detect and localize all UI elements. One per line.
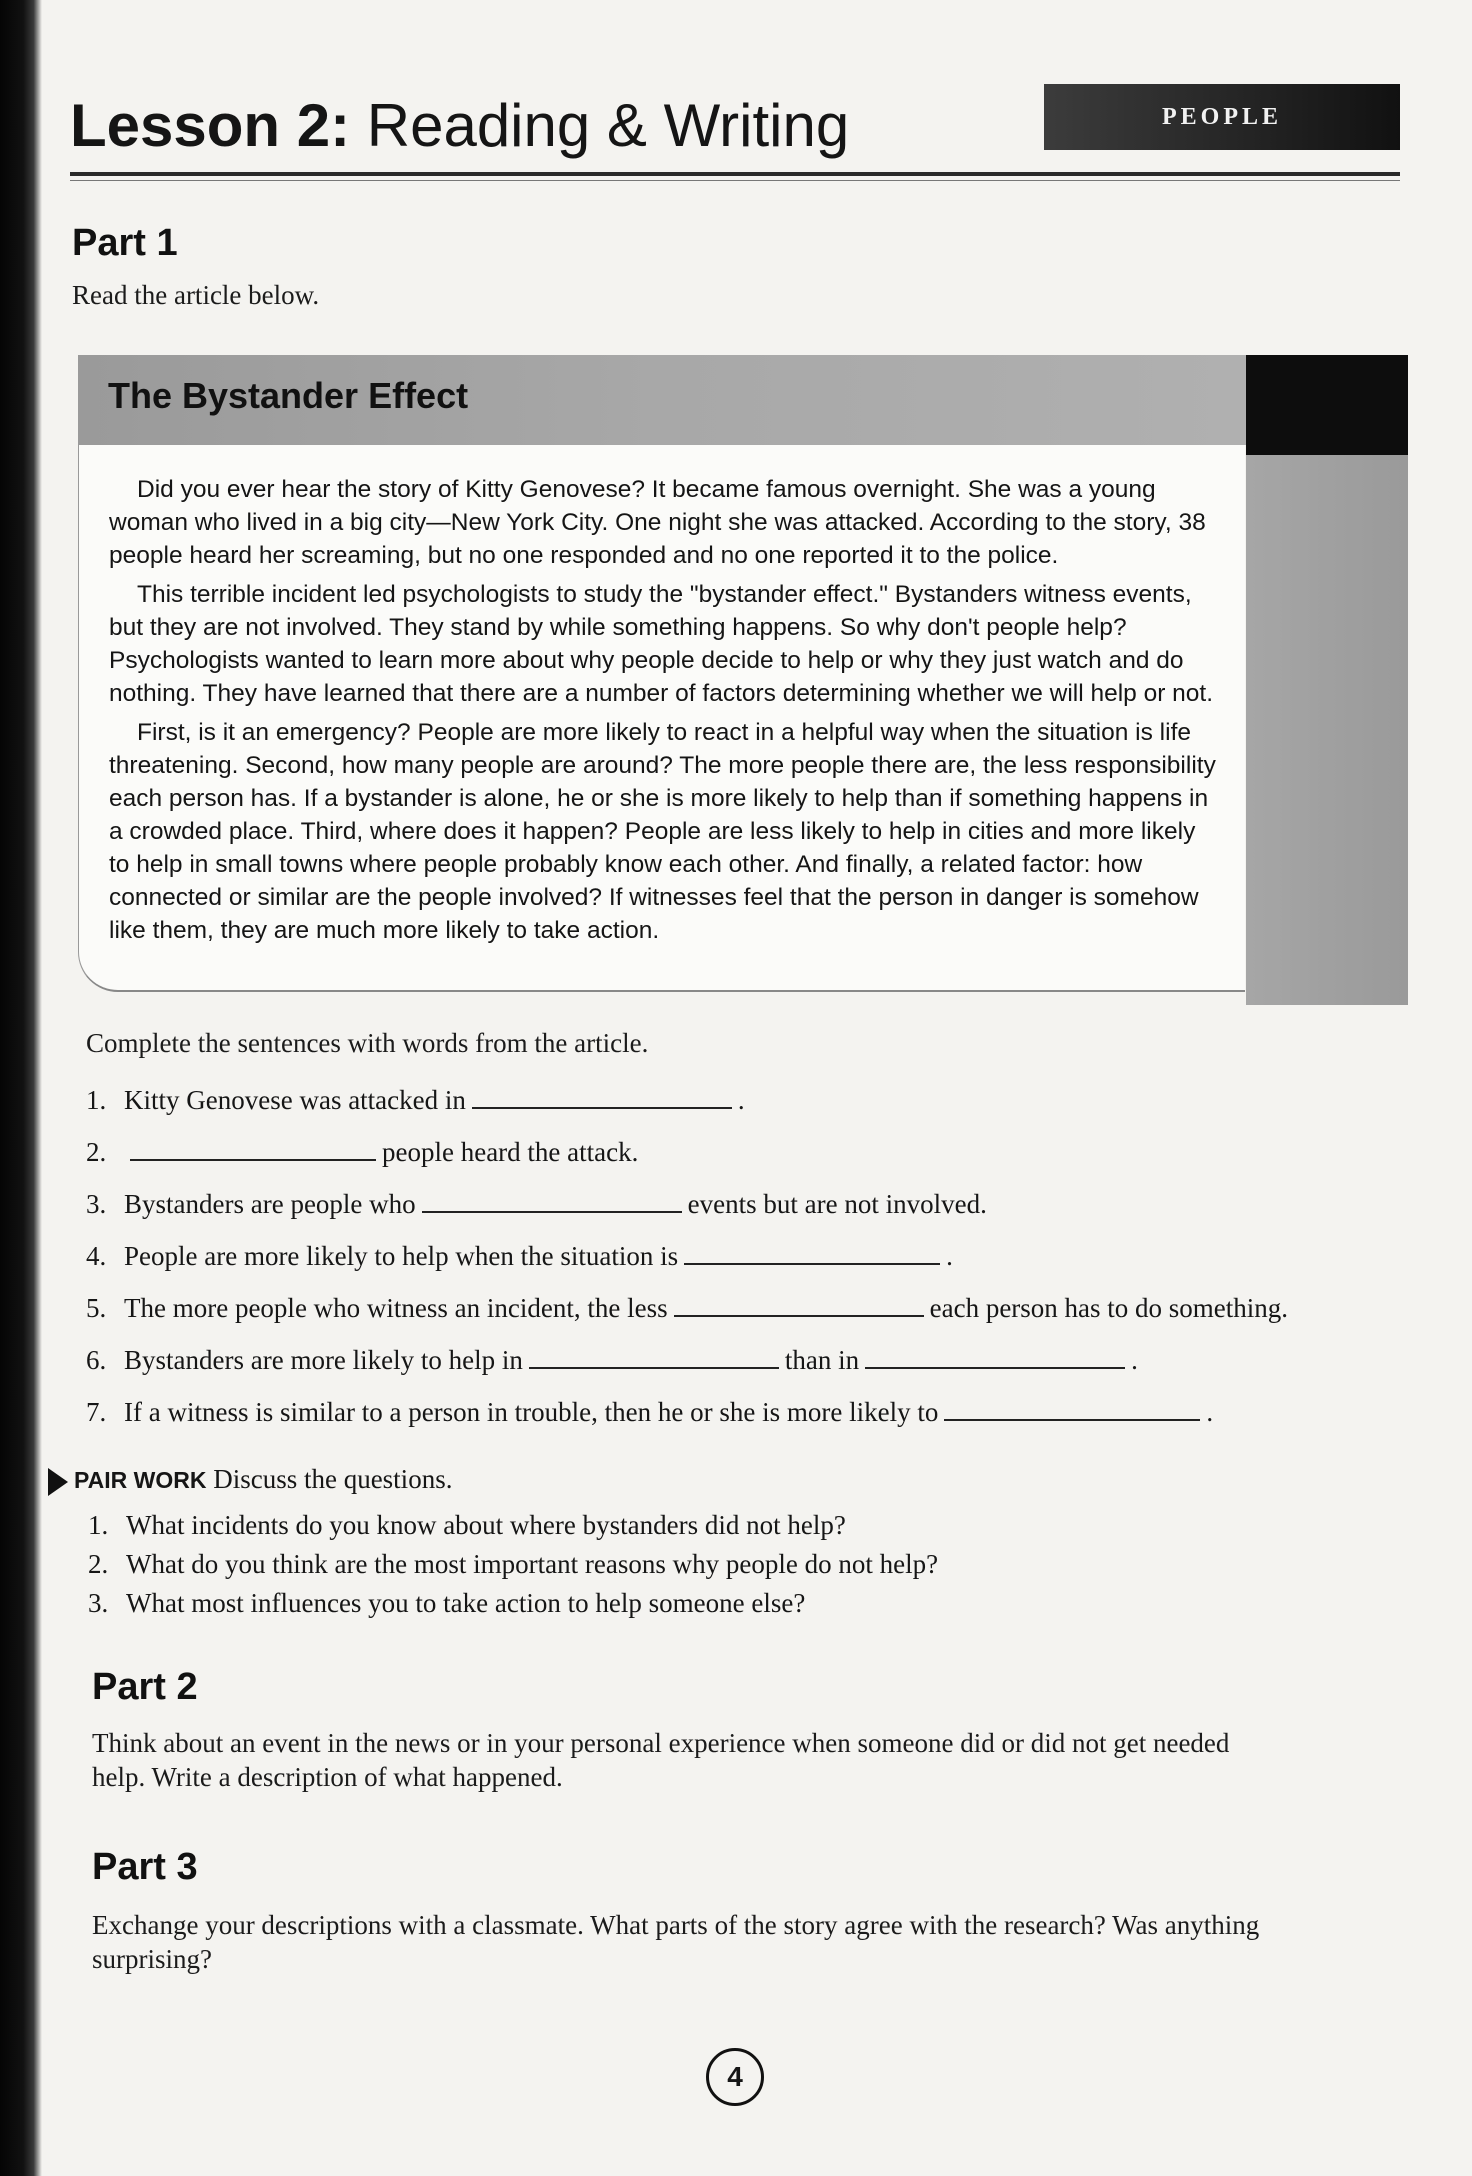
article-side-panel	[1246, 455, 1408, 1005]
answer-blank[interactable]	[684, 1241, 940, 1265]
part3-text: Exchange your descriptions with a classmate. What parts of the story agree with the research? Was anything surprising?	[92, 1910, 1260, 1974]
answer-blank[interactable]	[865, 1345, 1125, 1369]
exercise-item: 4. People are more likely to help when the situation is .	[86, 1241, 953, 1271]
part1-heading: Part 1	[72, 222, 178, 264]
exercise-item: 7. If a witness is similar to a person in trouble, then he or she is more likely to .	[86, 1397, 1214, 1427]
answer-blank[interactable]	[472, 1085, 732, 1109]
exercise-item: 6. Bystanders are more likely to help in than in .	[86, 1345, 1138, 1375]
exercise-list	[86, 1080, 1386, 1444]
part3-heading: Part 3	[92, 1846, 198, 1888]
book-spine-shadow	[0, 0, 42, 2176]
question-item: 2. What do you think are the most important reasons why people do not help?	[88, 1549, 939, 1579]
lesson-title	[70, 90, 849, 162]
article-paragraph: Did you ever hear the story of Kitty Genovese? It became famous overnight. She was a young woman who lived in a big city—New York City. One night she was attacked. According to the story, 38 people heard her screaming, but no one responded and no one reported it to the police.	[109, 476, 1206, 569]
part2-heading: Part 2	[92, 1666, 198, 1708]
pair-work-arrow-icon	[48, 1468, 68, 1496]
answer-blank[interactable]	[422, 1189, 682, 1213]
header-rule	[70, 172, 1400, 176]
pair-work-instruction: Discuss the questions.	[213, 1464, 453, 1494]
pair-work-label: PAIR WORK	[74, 1467, 207, 1493]
answer-blank[interactable]	[529, 1345, 779, 1369]
article-corner-block	[1246, 355, 1408, 455]
pair-work-line	[48, 1460, 1348, 1499]
article-paragraph: First, is it an emergency? People are more likely to react in a helpful way when the situation is life threatening. Second, how many people are around? The more people there are, the less responsibility each person has. If a bystander is alone, he or she is more likely to help than if something happens in a crowded place. Third, where does it happen? People are less likely to help in cities and more likely to help in small towns where people probably know each other. And finally, a related factor: how connected or similar are the people involved? If witnesses feel that the person in danger is somehow like them, they are much more likely to take action.	[109, 719, 1216, 944]
discussion-questions	[88, 1506, 1288, 1623]
article-header	[78, 355, 1246, 445]
lesson-title-rest: Reading & Writing	[350, 92, 850, 159]
exercise-item: 5. The more people who witness an incident, the less each person has to do something.	[86, 1293, 1289, 1323]
article-title: The Bystander Effect	[108, 375, 469, 416]
page-header	[70, 90, 1400, 180]
exercise-item: 1. Kitty Genovese was attacked in .	[86, 1085, 745, 1115]
page-number: 4	[706, 2048, 764, 2106]
question-item: 3. What most influences you to take action to help someone else?	[88, 1588, 806, 1618]
article-paragraph: This terrible incident led psychologists to study the "bystander effect." Bystanders witness events, but they are not involved. They stand by while something happens. So why don't people help? Psychologists wanted to learn more about why people decide to help or why they just watch and do nothing. They have learned that there are a number of factors determining whether we will help or not.	[109, 581, 1214, 707]
exercise-item: 3. Bystanders are people who events but are not involved.	[86, 1189, 987, 1219]
answer-blank[interactable]	[674, 1293, 924, 1317]
article-box	[78, 355, 1408, 1005]
answer-blank[interactable]	[130, 1137, 376, 1161]
header-rule-thin	[70, 180, 1400, 181]
answer-blank[interactable]	[944, 1397, 1200, 1421]
part1-instruction: Read the article below.	[72, 280, 320, 310]
part2-text: Think about an event in the news or in your personal experience when someone did or did not get needed help. Write a description of what happened.	[92, 1728, 1230, 1792]
section-tag: PEOPLE	[1044, 84, 1400, 150]
article-body	[78, 445, 1245, 992]
question-item: 1. What incidents do you know about where bystanders did not help?	[88, 1510, 846, 1540]
exercise-item: 2. people heard the attack.	[86, 1137, 639, 1167]
lesson-title-bold: Lesson 2:	[70, 92, 351, 159]
exercise-instruction: Complete the sentences with words from the article.	[86, 1028, 649, 1058]
